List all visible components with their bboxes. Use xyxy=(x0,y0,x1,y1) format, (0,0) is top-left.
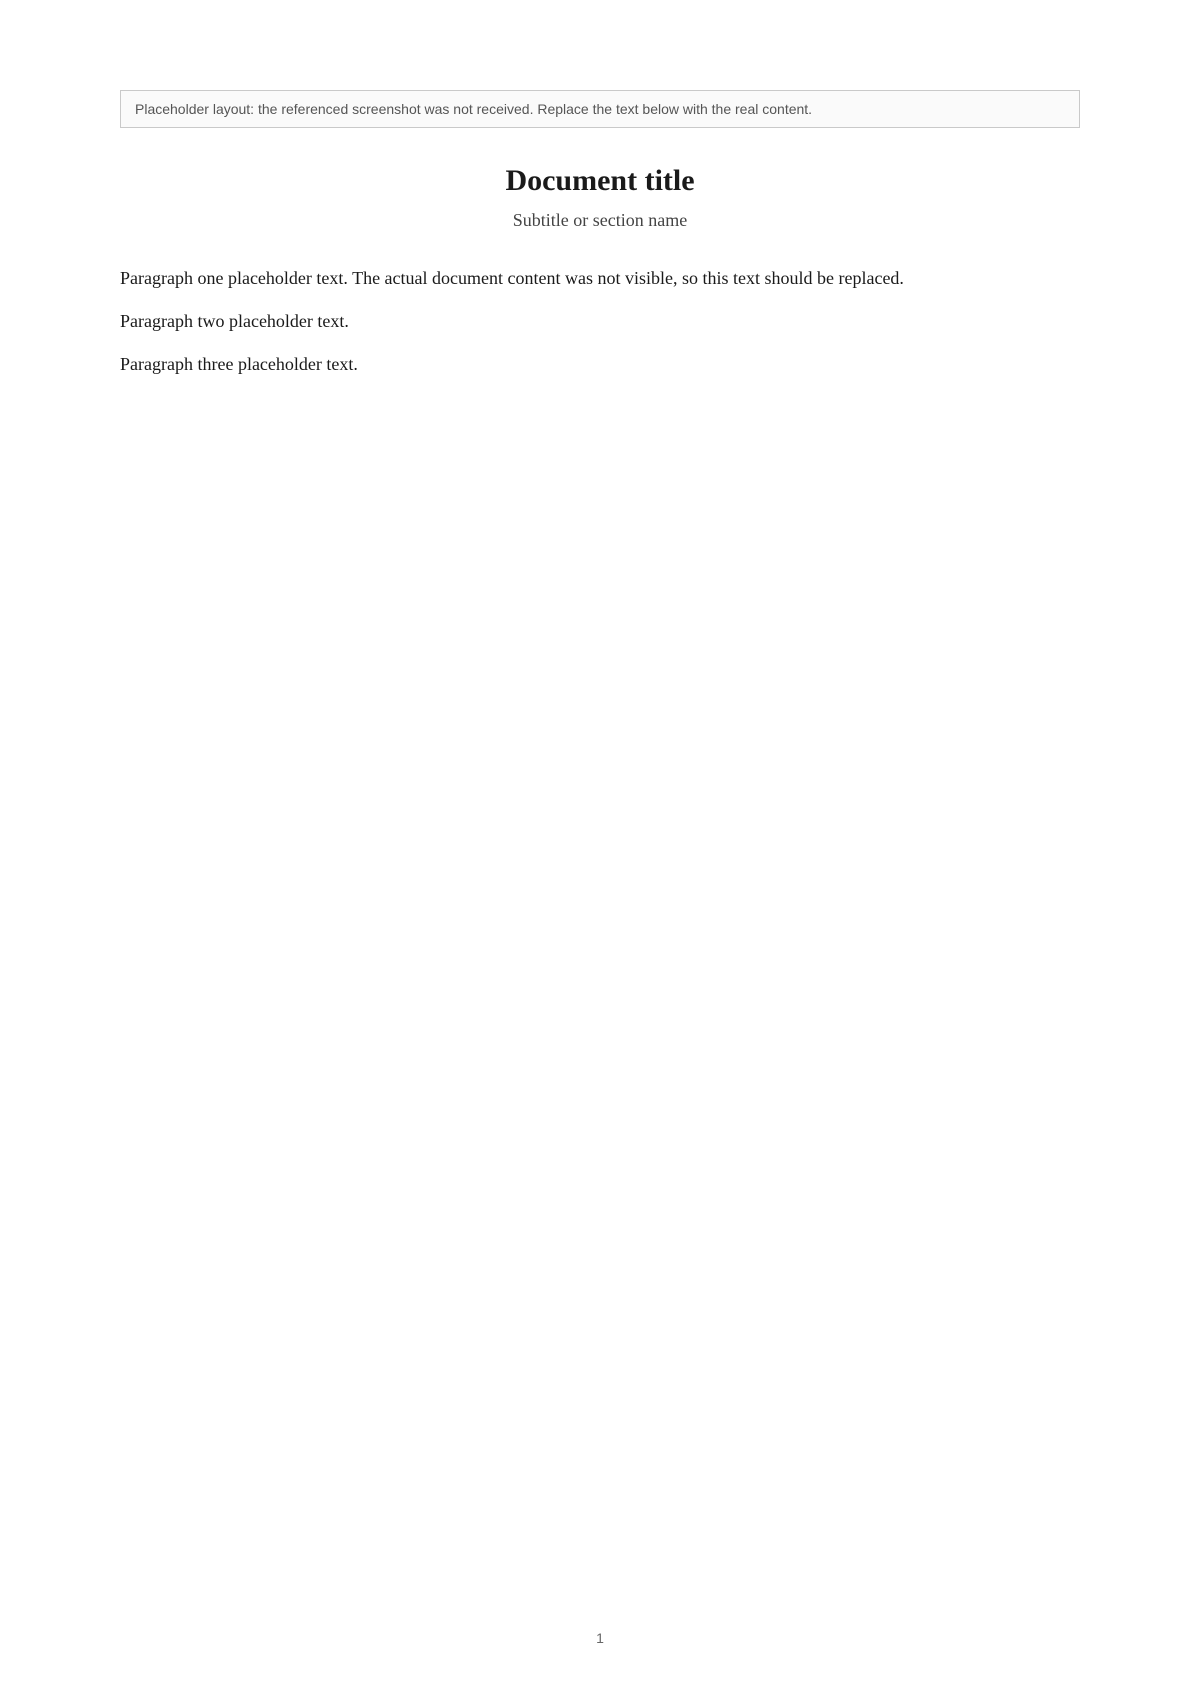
document-subtitle: Subtitle or section name xyxy=(512,210,688,230)
page-number: 1 xyxy=(596,1630,604,1646)
paragraph: Paragraph three placeholder text. xyxy=(120,354,358,374)
document-title: Document title xyxy=(505,164,695,197)
paragraph: Paragraph two placeholder text. xyxy=(120,311,349,331)
paragraph: Paragraph one placeholder text. The actual document content was not visible, so this text should be replaced. xyxy=(120,268,904,288)
missing-image-notice: Placeholder layout: the referenced screenshot was not received. Replace the text below with the real content. xyxy=(120,90,1080,128)
